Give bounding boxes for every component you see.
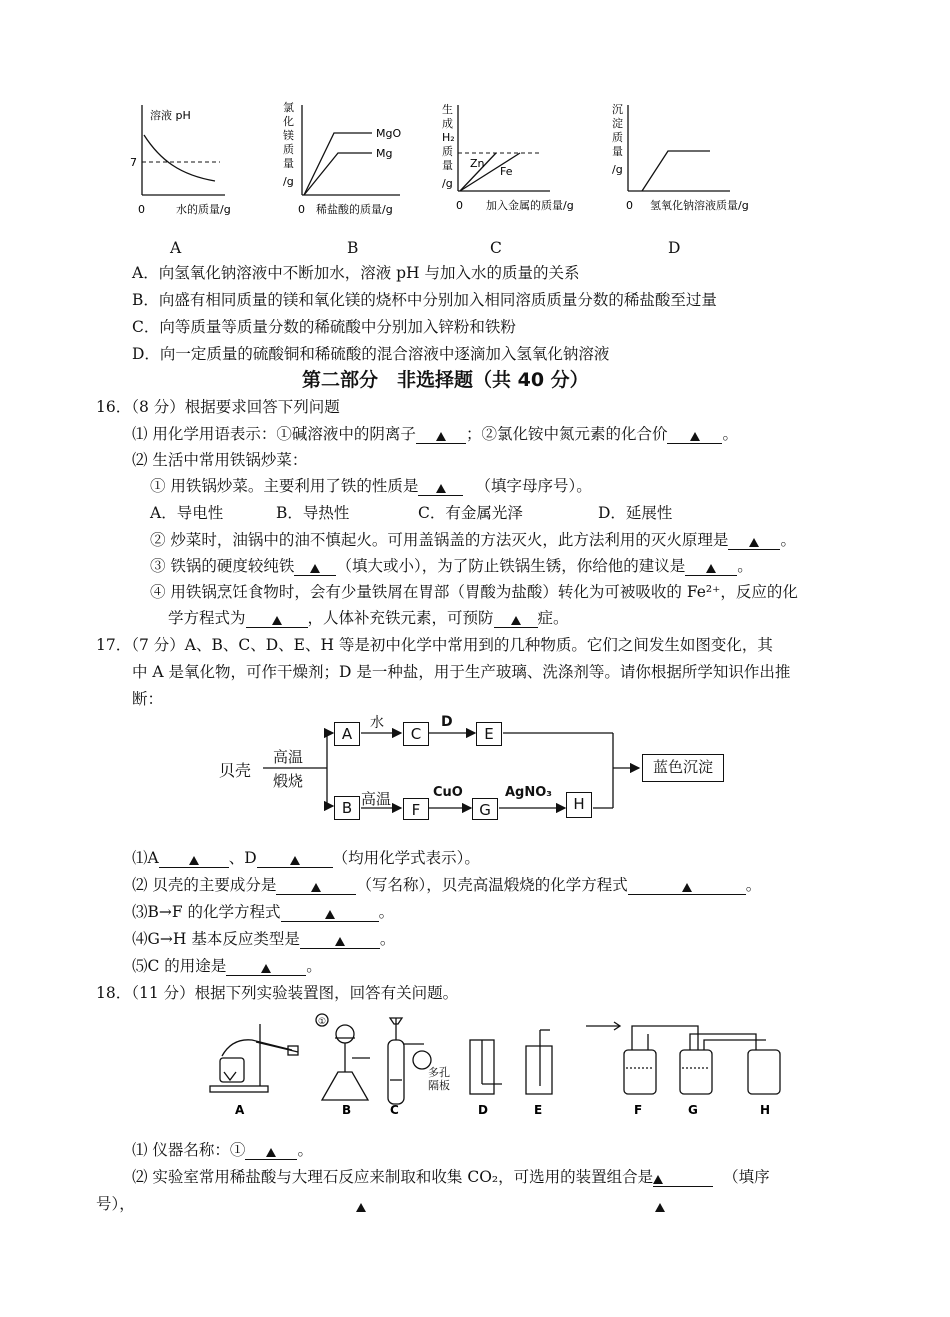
triangle-marker-icon	[261, 964, 271, 973]
svg-text:量: 量	[283, 157, 294, 170]
svg-text:加入金属的质量/g: 加入金属的质量/g	[486, 199, 574, 212]
svg-text:氯: 氯	[283, 101, 294, 114]
triangle-marker-icon	[266, 1148, 276, 1157]
flow-node-c: C	[403, 722, 429, 746]
q17-stem-1: 17．（7 分）A、B、C、D、E、H 等是初中化学中常用到的几种物质。它们之间发生如图变化，其	[96, 636, 773, 654]
arrow-label-cuo: CuO	[433, 785, 463, 800]
flow-node-e: E	[476, 722, 502, 746]
q18-part2-line2: 号），	[96, 1195, 135, 1213]
graph-b-series-mgo: MgO	[376, 127, 402, 140]
q15-option-c: C．向等质量等质量分数的稀硫酸中分别加入锌粉和铁粉	[132, 318, 516, 336]
q16-choice-c: C．有金属光泽	[418, 504, 523, 522]
graph-letter-c: C	[490, 239, 502, 257]
answer-blank[interactable]	[281, 905, 379, 922]
apparatus-fgh	[586, 1022, 780, 1094]
answer-blank[interactable]	[246, 611, 308, 628]
q16-choice-d: D．延展性	[598, 504, 673, 522]
triangle-marker-icon	[436, 484, 446, 493]
q17-part5: ⑸C 的用途是 。	[132, 957, 322, 975]
triangle-marker-icon	[189, 856, 199, 865]
flow-node-g: G	[472, 798, 498, 820]
graph-a-xlabel: 水的质量/g	[176, 203, 231, 216]
q18-stem: 18．（11 分）根据下列实验装置图，回答有关问题。	[96, 984, 459, 1002]
flow-node-h: H	[566, 792, 592, 818]
q15-option-b: B．向盛有相同质量的镁和氧化镁的烧杯中分别加入相同溶质质量分数的稀盐酸至过量	[132, 291, 717, 309]
q17-part3: ⑶B→F 的化学方程式 。	[132, 903, 395, 921]
svg-text:/g: /g	[612, 163, 623, 176]
svg-text:Zn: Zn	[470, 157, 485, 170]
arrow-label-heat: 高温	[361, 790, 392, 808]
svg-text:H₂: H₂	[442, 131, 455, 144]
q16-sub2: ② 炒菜时，油锅中的油不慎起火。可用盖锅盖的方法灭火，此方法利用的灭火原理是 。	[150, 531, 796, 549]
q15-option-d: D．向一定质量的硫酸铜和稀硫酸的混合溶液中逐滴加入氢氧化钠溶液	[132, 345, 610, 363]
answer-blank[interactable]	[226, 959, 306, 976]
svg-text:量: 量	[442, 159, 453, 172]
q16-part2: ⑵ 生活中常用铁锅炒菜：	[132, 451, 308, 469]
answer-blank[interactable]	[416, 427, 466, 444]
svg-text:镁: 镁	[283, 129, 294, 142]
triangle-marker-icon	[511, 616, 521, 625]
apparatus-label-e: E	[534, 1103, 543, 1117]
flow-node-f: F	[403, 798, 429, 820]
q16-sub1: ① 用铁锅炒菜。主要利用了铁的性质是 （填字母序号）。	[150, 477, 592, 495]
apparatus-label-f: F	[634, 1103, 643, 1117]
svg-text:①: ①	[318, 1017, 327, 1027]
triangle-marker-icon	[682, 883, 692, 892]
q16-sub4-line2: 学方程式为 ，人体补充铁元素，可预防 症。	[168, 609, 569, 627]
q17-flow-diagram	[215, 712, 755, 822]
svg-text:生: 生	[442, 103, 453, 116]
q18-part2-line1: ⑵ 实验室常用稀盐酸与大理石反应来制取和收集 CO₂，可选用的装置组合是 （填序	[132, 1168, 770, 1186]
flow-node-b: B	[334, 796, 360, 820]
graph-b	[283, 100, 401, 216]
arrow-label-water: 水	[370, 715, 384, 731]
graph-a	[130, 105, 231, 216]
q17-part4: ⑷G→H 基本反应类型是 。	[132, 930, 396, 948]
triangle-marker-icon	[706, 564, 716, 573]
apparatus-c	[388, 1018, 431, 1104]
answer-blank[interactable]	[728, 533, 780, 550]
triangle-marker-icon	[655, 1203, 665, 1212]
triangle-marker-icon	[653, 1175, 663, 1184]
q18-part1: ⑴ 仪器名称：① 。	[132, 1141, 313, 1159]
plate-note: 多孔隔板	[428, 1066, 450, 1092]
q17-stem-2: 中 A 是氧化物，可作干燥剂；D 是一种盐，用于生产玻璃、洗涤剂等。请你根据所学知识作出推	[132, 663, 791, 681]
answer-blank[interactable]	[667, 427, 722, 444]
q16-choice-b: B．导热性	[276, 504, 350, 522]
svg-text:0: 0	[298, 203, 305, 216]
svg-text:Fe: Fe	[500, 165, 513, 178]
triangle-marker-icon	[335, 937, 345, 946]
flow-node-a: A	[334, 722, 360, 746]
graph-c	[442, 102, 574, 212]
graph-a-ytick: 7	[130, 156, 137, 169]
graph-d	[612, 103, 749, 212]
svg-text:化: 化	[283, 115, 294, 128]
svg-text:成: 成	[442, 117, 453, 130]
answer-blank[interactable]	[257, 851, 333, 868]
svg-text:/g: /g	[283, 175, 294, 188]
triangle-marker-icon	[272, 616, 282, 625]
graph-letter-b: B	[347, 239, 359, 257]
apparatus-a	[210, 1024, 298, 1092]
q16-stem: 16．（8 分）根据要求回答下列问题	[96, 398, 340, 416]
apparatus-label-g: G	[688, 1103, 698, 1117]
graph-a-origin: 0	[138, 203, 145, 216]
apparatus-label-a: A	[235, 1103, 245, 1117]
graph-a-ylabel: 溶液 pH	[150, 109, 191, 122]
q18-apparatus-figure	[200, 1010, 800, 1120]
flow-result: 蓝色沉淀	[642, 754, 724, 782]
svg-text:氢氧化钠溶液质量/g: 氢氧化钠溶液质量/g	[650, 199, 749, 212]
triangle-marker-icon	[356, 1203, 366, 1212]
q17-part2: ⑵ 贝壳的主要成分是 （写名称），贝壳高温煅烧的化学方程式 。	[132, 876, 762, 894]
triangle-marker-icon	[749, 538, 759, 547]
apparatus-label-d: D	[478, 1103, 488, 1117]
svg-text:淀: 淀	[612, 117, 623, 130]
answer-blank[interactable]	[159, 851, 229, 868]
svg-text:0: 0	[456, 199, 463, 212]
triangle-marker-icon	[310, 564, 320, 573]
svg-text:质: 质	[442, 145, 453, 158]
answer-blank[interactable]	[300, 932, 380, 949]
q17-part1: ⑴A 、D （均用化学式表示）。	[132, 849, 480, 867]
q16-part1: ⑴ 用化学用语表示：①碱溶液中的阴离子 ；②氯化铵中氮元素的化合价 。	[132, 425, 738, 443]
graph-b-series-mg: Mg	[376, 147, 393, 160]
apparatus-label-c: C	[390, 1103, 399, 1117]
q16-choice-a: A．导电性	[150, 504, 224, 522]
answer-blank[interactable]	[628, 878, 746, 895]
svg-text:稀盐酸的质量/g: 稀盐酸的质量/g	[316, 203, 393, 216]
svg-text:质: 质	[612, 131, 623, 144]
q17-stem-3: 断：	[132, 690, 164, 708]
flow-cond-top: 高温	[273, 748, 304, 766]
answer-blank[interactable]	[418, 479, 463, 496]
flow-cond-bottom: 煅烧	[273, 772, 304, 790]
answer-blank[interactable]	[294, 559, 336, 576]
graph-letter-d: D	[668, 239, 681, 257]
answer-blank[interactable]	[245, 1143, 297, 1160]
apparatus-d	[470, 1040, 502, 1094]
apparatus-label-h: H	[760, 1103, 771, 1117]
svg-text:/g: /g	[442, 177, 453, 190]
answer-blank[interactable]	[494, 611, 538, 628]
apparatus-label-b: B	[342, 1103, 352, 1117]
triangle-marker-icon	[290, 856, 300, 865]
apparatus-b	[316, 1014, 370, 1100]
triangle-marker-icon	[436, 432, 446, 441]
svg-text:质: 质	[283, 143, 294, 156]
answer-blank[interactable]	[276, 878, 356, 895]
answer-blank[interactable]	[685, 559, 737, 576]
apparatus-e	[526, 1030, 552, 1094]
svg-text:0: 0	[626, 199, 633, 212]
answer-blank[interactable]	[653, 1170, 713, 1187]
triangle-marker-icon	[325, 910, 335, 919]
arrow-label-agno3: AgNO₃	[505, 785, 552, 800]
arrow-label-d: D	[441, 714, 453, 730]
graphs-figure	[120, 95, 800, 225]
svg-text:沉: 沉	[612, 103, 623, 116]
q16-sub3: ③ 铁锅的硬度较纯铁 （填大或小），为了防止铁锅生锈，你给他的建议是 。	[150, 557, 753, 575]
triangle-marker-icon	[690, 432, 700, 441]
q15-option-a: A．向氢氧化钠溶液中不断加水，溶液 pH 与加入水的质量的关系	[132, 264, 580, 282]
flow-start-label: 贝壳	[219, 761, 252, 780]
graph-letter-a: A	[170, 239, 182, 257]
triangle-marker-icon	[311, 883, 321, 892]
q16-sub4-line1: ④ 用铁锅烹饪食物时，会有少量铁屑在胃部（胃酸为盐酸）转化为可被吸收的 Fe²⁺，反应的化	[150, 583, 798, 601]
section-title: 第二部分 非选择题（共 40 分）	[302, 369, 589, 391]
svg-text:量: 量	[612, 145, 623, 158]
